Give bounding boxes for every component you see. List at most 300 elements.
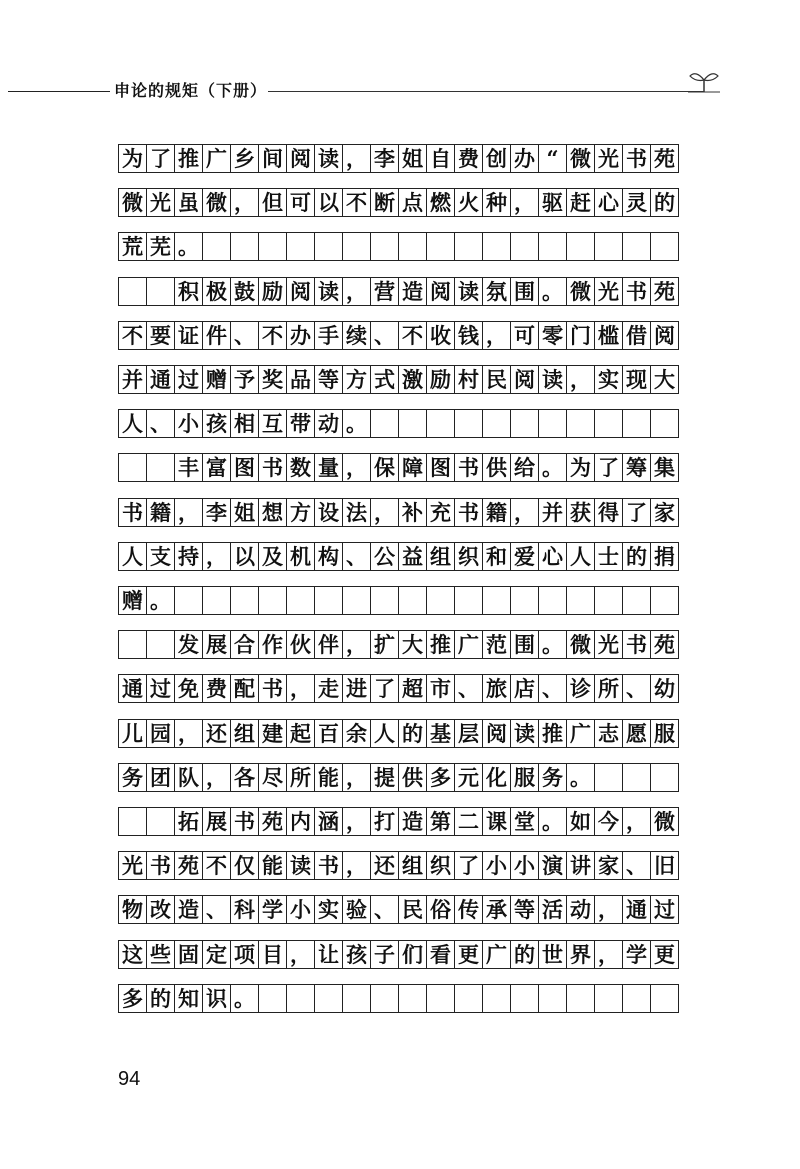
grid-cell: ，	[342, 144, 371, 173]
grid-cell: 图	[426, 453, 455, 482]
grid-cell: 如	[566, 807, 595, 836]
grid-cell: 诊	[566, 674, 595, 703]
grid-cell: 小	[286, 895, 315, 924]
grid-row	[118, 188, 678, 218]
grid-cell: 化	[482, 763, 511, 792]
grid-cell: 看	[426, 940, 455, 969]
grid-cell	[342, 232, 371, 261]
grid-cell: 集	[650, 453, 679, 482]
grid-cell: ，	[174, 498, 203, 527]
grid-cell: 办	[510, 144, 539, 173]
grid-row	[118, 674, 678, 704]
grid-cell: 阅	[482, 719, 511, 748]
grid-cell: 实	[594, 365, 623, 394]
grid-cell	[622, 409, 651, 438]
grid-cell: 奖	[258, 365, 287, 394]
grid-cell: 点	[398, 188, 427, 217]
grid-cell: 要	[146, 321, 175, 350]
grid-cell: 赠	[118, 586, 147, 615]
grid-row	[118, 277, 678, 307]
grid-cell: 苑	[650, 277, 679, 306]
grid-cell	[118, 807, 147, 836]
grid-cell: 内	[286, 807, 315, 836]
grid-cell: 范	[482, 630, 511, 659]
grid-row	[118, 453, 678, 483]
grid-cell	[510, 409, 539, 438]
grid-cell: 围	[510, 277, 539, 306]
grid-cell	[622, 232, 651, 261]
grid-cell	[482, 409, 511, 438]
grid-cell: 书	[314, 851, 343, 880]
grid-cell	[174, 586, 203, 615]
grid-cell: 李	[202, 498, 231, 527]
grid-cell: 办	[286, 321, 315, 350]
grid-cell	[314, 586, 343, 615]
grid-cell: 续	[342, 321, 371, 350]
grid-row	[118, 895, 678, 925]
grid-cell	[594, 586, 623, 615]
grid-cell	[482, 984, 511, 1013]
grid-cell: 这	[118, 940, 147, 969]
grid-row	[118, 321, 678, 351]
grid-cell	[482, 586, 511, 615]
grid-cell: 间	[258, 144, 287, 173]
grid-cell: 、	[342, 542, 371, 571]
grid-cell: 展	[202, 630, 231, 659]
grid-cell: 的	[622, 542, 651, 571]
grid-cell	[118, 630, 147, 659]
grid-cell: 演	[538, 851, 567, 880]
grid-cell: 验	[342, 895, 371, 924]
grid-cell: 、	[454, 674, 483, 703]
grid-cell: ，	[342, 453, 371, 482]
grid-cell: 火	[454, 188, 483, 217]
grid-cell: 捐	[650, 542, 679, 571]
header-rule-left	[8, 91, 110, 92]
grid-cell	[426, 586, 455, 615]
grid-cell: 获	[566, 498, 595, 527]
grid-cell: 赶	[566, 188, 595, 217]
grid-cell: 们	[398, 940, 427, 969]
grid-cell: 和	[482, 542, 511, 571]
grid-cell: 层	[454, 719, 483, 748]
grid-cell: 零	[538, 321, 567, 350]
grid-cell: 苑	[258, 807, 287, 836]
grid-cell: 爱	[510, 542, 539, 571]
grid-cell: ，	[342, 807, 371, 836]
grid-cell: 人	[566, 542, 595, 571]
grid-cell: 保	[370, 453, 399, 482]
grid-cell: 证	[174, 321, 203, 350]
grid-cell: 孩	[202, 409, 231, 438]
grid-cell: 。	[538, 277, 567, 306]
grid-cell	[398, 232, 427, 261]
grid-cell: 。	[566, 763, 595, 792]
grid-cell	[594, 984, 623, 1013]
grid-cell: 。	[342, 409, 371, 438]
grid-cell: 志	[594, 719, 623, 748]
grid-cell: 光	[594, 277, 623, 306]
grid-cell: 姐	[398, 144, 427, 173]
grid-cell: 识	[202, 984, 231, 1013]
grid-cell	[230, 586, 259, 615]
grid-cell: 门	[566, 321, 595, 350]
grid-cell: 更	[650, 940, 679, 969]
grid-cell	[426, 409, 455, 438]
grid-cell	[286, 232, 315, 261]
grid-cell: 书	[622, 277, 651, 306]
grid-cell	[454, 232, 483, 261]
grid-cell	[398, 586, 427, 615]
grid-cell	[118, 453, 147, 482]
grid-cell: 进	[342, 674, 371, 703]
grid-cell: 展	[202, 807, 231, 836]
grid-cell: 了	[454, 851, 483, 880]
grid-cell: 的	[510, 940, 539, 969]
grid-cell: 自	[426, 144, 455, 173]
grid-cell: 心	[538, 542, 567, 571]
grid-cell: ，	[342, 851, 371, 880]
grid-cell: 扩	[370, 630, 399, 659]
grid-cell: 承	[482, 895, 511, 924]
grid-cell: 改	[146, 895, 175, 924]
grid-cell: 阅	[286, 144, 315, 173]
grid-cell: 推	[174, 144, 203, 173]
grid-cell: 互	[258, 409, 287, 438]
grid-cell: 创	[482, 144, 511, 173]
grid-cell: 及	[258, 542, 287, 571]
grid-cell: 想	[258, 498, 287, 527]
grid-cell: ，	[230, 188, 259, 217]
grid-cell	[258, 232, 287, 261]
grid-cell: 为	[566, 453, 595, 482]
grid-row	[118, 630, 678, 660]
grid-cell: 、	[538, 674, 567, 703]
grid-cell: 方	[342, 365, 371, 394]
grid-cell: 活	[538, 895, 567, 924]
grid-cell: ，	[286, 940, 315, 969]
grid-cell	[398, 984, 427, 1013]
grid-cell	[146, 453, 175, 482]
grid-cell	[650, 232, 679, 261]
grid-cell	[650, 984, 679, 1013]
grid-cell	[622, 763, 651, 792]
grid-cell: 推	[426, 630, 455, 659]
grid-cell: ，	[566, 365, 595, 394]
grid-cell: 读	[454, 277, 483, 306]
grid-cell: 筹	[622, 453, 651, 482]
grid-cell: 得	[594, 498, 623, 527]
grid-cell: 、	[622, 851, 651, 880]
grid-cell: 励	[258, 277, 287, 306]
grid-cell: 乡	[230, 144, 259, 173]
grid-cell: 小	[482, 851, 511, 880]
grid-cell: 微	[566, 630, 595, 659]
grid-cell: 充	[426, 498, 455, 527]
grid-cell: 营	[370, 277, 399, 306]
grid-cell: 子	[370, 940, 399, 969]
grid-cell: 书	[146, 851, 175, 880]
grid-cell: 堂	[510, 807, 539, 836]
grid-cell	[622, 586, 651, 615]
header-rule-right	[268, 91, 704, 92]
grid-cell	[370, 984, 399, 1013]
grid-cell: 虽	[174, 188, 203, 217]
grid-cell: 光	[146, 188, 175, 217]
grid-cell: 些	[146, 940, 175, 969]
grid-cell	[342, 586, 371, 615]
grid-cell: 补	[398, 498, 427, 527]
grid-cell: ，	[342, 763, 371, 792]
grid-cell: ，	[174, 719, 203, 748]
grid-cell: 通	[622, 895, 651, 924]
grid-cell: ，	[594, 895, 623, 924]
grid-cell: 苑	[650, 144, 679, 173]
grid-cell: 种	[482, 188, 511, 217]
grid-cell: 提	[370, 763, 399, 792]
grid-cell: 推	[538, 719, 567, 748]
grid-cell: 围	[510, 630, 539, 659]
grid-cell	[202, 232, 231, 261]
grid-cell: 相	[230, 409, 259, 438]
grid-cell: 免	[174, 674, 203, 703]
running-header	[0, 66, 800, 106]
grid-row	[118, 542, 678, 572]
grid-cell: 课	[482, 807, 511, 836]
grid-cell: 第	[426, 807, 455, 836]
grid-cell: 不	[258, 321, 287, 350]
grid-cell: 现	[622, 365, 651, 394]
grid-cell: 燃	[426, 188, 455, 217]
grid-cell: 造	[398, 807, 427, 836]
grid-cell: 供	[482, 453, 511, 482]
grid-cell: 了	[370, 674, 399, 703]
grid-cell: 赠	[202, 365, 231, 394]
grid-cell: 动	[314, 409, 343, 438]
grid-cell	[370, 232, 399, 261]
grid-cell: 。	[538, 630, 567, 659]
grid-cell: 还	[202, 719, 231, 748]
grid-cell: 幼	[650, 674, 679, 703]
grid-cell: 积	[174, 277, 203, 306]
grid-cell	[426, 984, 455, 1013]
grid-cell: ，	[594, 940, 623, 969]
grid-cell	[510, 984, 539, 1013]
grid-cell: 断	[370, 188, 399, 217]
grid-cell	[146, 807, 175, 836]
grid-row	[118, 940, 678, 970]
grid-cell: 以	[314, 188, 343, 217]
grid-cell: 光	[594, 144, 623, 173]
grid-cell: 作	[258, 630, 287, 659]
grid-cell: 设	[314, 498, 343, 527]
grid-cell: 务	[538, 763, 567, 792]
grid-cell: 障	[398, 453, 427, 482]
grid-cell: 组	[230, 719, 259, 748]
grid-cell: 团	[146, 763, 175, 792]
grid-cell: 旅	[482, 674, 511, 703]
grid-cell: 建	[258, 719, 287, 748]
grid-cell	[230, 232, 259, 261]
grid-cell: 多	[426, 763, 455, 792]
grid-cell: 士	[594, 542, 623, 571]
grid-cell	[314, 984, 343, 1013]
grid-cell: 广	[482, 940, 511, 969]
grid-cell: 组	[426, 542, 455, 571]
grid-cell: 鼓	[230, 277, 259, 306]
grid-cell: 二	[454, 807, 483, 836]
grid-cell: 支	[146, 542, 175, 571]
grid-cell: 过	[174, 365, 203, 394]
grid-cell: 微	[202, 188, 231, 217]
grid-cell: 、	[622, 674, 651, 703]
grid-cell: 式	[370, 365, 399, 394]
grid-cell: 数	[286, 453, 315, 482]
grid-cell: 元	[454, 763, 483, 792]
grid-cell: 合	[230, 630, 259, 659]
grid-cell	[538, 586, 567, 615]
grid-cell: 所	[286, 763, 315, 792]
grid-cell: 李	[370, 144, 399, 173]
grid-cell: ，	[342, 630, 371, 659]
grid-cell	[510, 232, 539, 261]
grid-cell: 。	[230, 984, 259, 1013]
grid-cell: 给	[510, 453, 539, 482]
grid-row	[118, 984, 678, 1014]
grid-row	[118, 807, 678, 837]
grid-cell: 多	[118, 984, 147, 1013]
grid-cell: 微	[566, 277, 595, 306]
grid-cell: 愿	[622, 719, 651, 748]
grid-cell: 基	[426, 719, 455, 748]
grid-cell: 配	[230, 674, 259, 703]
grid-cell: 通	[146, 365, 175, 394]
grid-cell: 实	[314, 895, 343, 924]
grid-cell	[594, 409, 623, 438]
grid-cell: 打	[370, 807, 399, 836]
grid-cell	[454, 409, 483, 438]
grid-cell	[482, 232, 511, 261]
grid-cell: 读	[286, 851, 315, 880]
grid-cell: 灵	[622, 188, 651, 217]
grid-cell: 微	[566, 144, 595, 173]
grid-cell: 儿	[118, 719, 147, 748]
grid-cell: 微	[650, 807, 679, 836]
grid-cell: 学	[258, 895, 287, 924]
grid-cell: 费	[454, 144, 483, 173]
grid-cell: 等	[314, 365, 343, 394]
grid-cell	[258, 984, 287, 1013]
grid-cell: 钱	[454, 321, 483, 350]
grid-cell: 项	[230, 940, 259, 969]
grid-cell: 借	[622, 321, 651, 350]
grid-cell	[538, 984, 567, 1013]
grid-cell	[454, 984, 483, 1013]
grid-cell: 务	[118, 763, 147, 792]
grid-cell	[202, 586, 231, 615]
grid-cell: 过	[650, 895, 679, 924]
grid-cell: 手	[314, 321, 343, 350]
grid-cell: 定	[202, 940, 231, 969]
grid-cell: 可	[286, 188, 315, 217]
grid-cell: 走	[314, 674, 343, 703]
grid-cell: 民	[482, 365, 511, 394]
grid-cell	[370, 409, 399, 438]
grid-cell: ，	[202, 763, 231, 792]
grid-row	[118, 763, 678, 793]
grid-cell: 、	[230, 321, 259, 350]
grid-cell: 大	[650, 365, 679, 394]
grid-cell	[398, 409, 427, 438]
grid-cell: 姐	[230, 498, 259, 527]
grid-cell: 并	[118, 365, 147, 394]
grid-cell: 书	[258, 453, 287, 482]
grid-cell	[538, 409, 567, 438]
grid-row	[118, 365, 678, 395]
page-number: 94	[118, 1068, 141, 1090]
grid-cell: 伴	[314, 630, 343, 659]
grid-cell: 并	[538, 498, 567, 527]
grid-cell: 孩	[342, 940, 371, 969]
grid-cell: ，	[510, 188, 539, 217]
grid-cell: 、	[370, 321, 399, 350]
grid-cell: 阅	[650, 321, 679, 350]
grid-cell: 组	[398, 851, 427, 880]
grid-cell	[286, 586, 315, 615]
grid-cell: 科	[230, 895, 259, 924]
grid-cell: 世	[538, 940, 567, 969]
grid-cell: 各	[230, 763, 259, 792]
grid-cell: 读	[510, 719, 539, 748]
grid-cell: 等	[510, 895, 539, 924]
grid-cell: 能	[314, 763, 343, 792]
grid-cell: 小	[174, 409, 203, 438]
grid-cell: 过	[146, 674, 175, 703]
grid-cell: 尽	[258, 763, 287, 792]
grid-cell: 读	[314, 277, 343, 306]
grid-cell	[594, 232, 623, 261]
grid-cell: 人	[118, 542, 147, 571]
grid-cell	[370, 586, 399, 615]
grid-cell: 村	[454, 365, 483, 394]
grid-cell: 拓	[174, 807, 203, 836]
grid-cell: ，	[510, 498, 539, 527]
grid-cell: 件	[202, 321, 231, 350]
grid-cell: 传	[454, 895, 483, 924]
grid-cell	[342, 984, 371, 1013]
grid-cell: 氛	[482, 277, 511, 306]
grid-cell: 机	[286, 542, 315, 571]
grid-cell: 不	[398, 321, 427, 350]
grid-cell: 余	[342, 719, 371, 748]
grid-cell: 更	[454, 940, 483, 969]
grid-cell: 固	[174, 940, 203, 969]
grid-cell	[118, 277, 147, 306]
grid-cell: 书	[258, 674, 287, 703]
grid-cell	[650, 586, 679, 615]
grid-cell: 队	[174, 763, 203, 792]
grid-cell: 造	[174, 895, 203, 924]
grid-cell: 家	[594, 851, 623, 880]
grid-cell	[314, 232, 343, 261]
grid-row	[118, 409, 678, 439]
grid-cell	[538, 232, 567, 261]
grid-cell	[622, 984, 651, 1013]
grid-cell	[510, 586, 539, 615]
grid-cell: 伙	[286, 630, 315, 659]
grid-cell: 旧	[650, 851, 679, 880]
grid-cell: 服	[510, 763, 539, 792]
